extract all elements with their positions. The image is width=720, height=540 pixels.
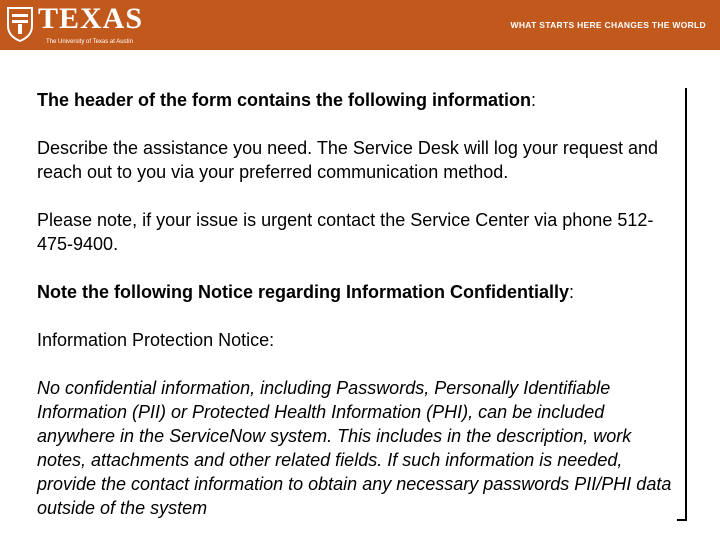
- paragraph-urgent: Please note, if your issue is urgent contact the Service Center via phone 512-475-9400.: [37, 210, 654, 254]
- heading-form-info-colon: :: [531, 90, 537, 110]
- heading-form-info-text: The header of the form contains the following information: [37, 90, 532, 110]
- logo-subtitle: The University of Texas at Austin: [46, 39, 133, 45]
- heading-notice-colon: :: [569, 282, 575, 302]
- heading-notice: [37, 280, 679, 304]
- heading-notice-text: Note the following Notice regarding Information Confidentially: [37, 282, 570, 302]
- header-tagline: WHAT STARTS HERE CHANGES THE WORLD: [510, 20, 706, 30]
- vertical-rule: [685, 88, 687, 520]
- logo-wordmark: TEXAS: [38, 2, 144, 35]
- slide-content: [37, 88, 679, 520]
- notice-title: Information Protection Notice:: [37, 330, 275, 350]
- notice-body: No confidential information, including Passwords, Personally Identifiable Information (PII) or Protected Health Information (PHI), can be included anywhere in the ServiceNow system. This includes in the description, work notes, attachments and other related fields. If such information is needed, provide the contact information to obtain any necessary passwords PII/PHI data outside of the system: [37, 378, 672, 518]
- seal-icon: [6, 6, 34, 42]
- paragraph-assistance: Describe the assistance you need. The Service Desk will log your request and reach out to you via your preferred communication method.: [37, 138, 658, 182]
- heading-form-info: [37, 88, 679, 112]
- header-bar: [0, 0, 720, 50]
